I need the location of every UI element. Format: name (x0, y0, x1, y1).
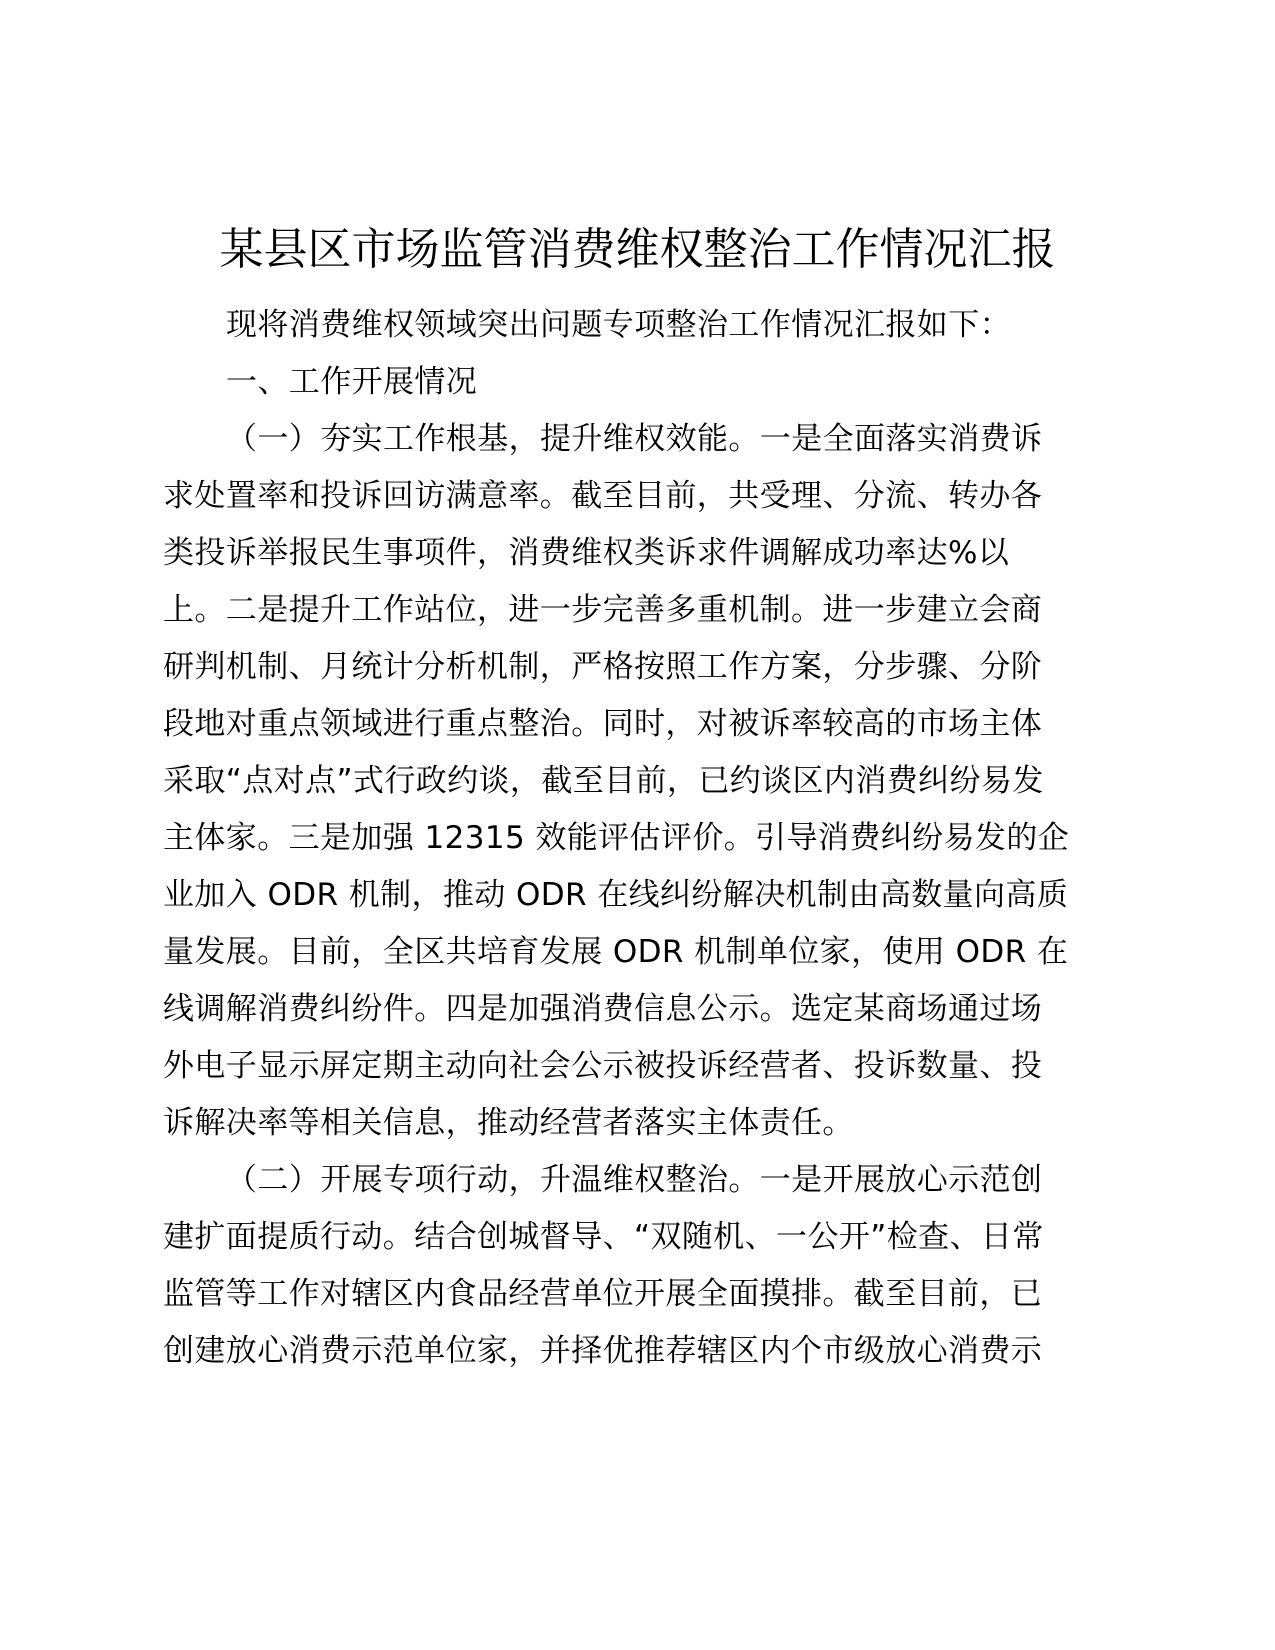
body-line: 采取“点对点”式行政约谈，截至目前，已约谈区内消费纠纷易发 (163, 763, 1044, 799)
body-line: 段地对重点领域进行重点整治。同时，对被诉率较高的市场主体 (163, 706, 1043, 742)
body-line: 诉解决率等相关信息，推动经营者落实主体责任。 (163, 1105, 854, 1141)
body-line-intro: 现将消费维权领域突出问题专项整治工作情况汇报如下： (226, 307, 1011, 343)
body-line: 量发展。目前，全区共培育发展 ODR 机制单位家，使用 ODR 在 (163, 934, 1069, 970)
body-line: 求处置率和投诉回访满意率。截至目前，共受理、分流、转办各 (163, 478, 1043, 514)
body-line: 业加入 ODR 机制，推动 ODR 在线纠纷解决机制由高数量向高质 (163, 877, 1069, 913)
body-line: 线调解消费纠纷件。四是加强消费信息公示。选定某商场通过场 (163, 991, 1043, 1027)
body-line: 主体家。三是加强 12315 效能评估评价。引导消费纠纷易发的企 (163, 820, 1070, 856)
section-heading-1: 一、工作开展情况 (226, 364, 478, 400)
body-line: 建扩面提质行动。结合创城督导、“双随机、一公开”检查、日常 (163, 1219, 1044, 1255)
body-line-para1-start: （一）夯实工作根基，提升维权效能。一是全面落实消费诉 (226, 421, 1043, 457)
body-line: 上。二是提升工作站位，进一步完善多重机制。进一步建立会商 (163, 592, 1043, 628)
body-line: 监管等工作对辖区内食品经营单位开展全面摸排。截至目前，已 (163, 1276, 1043, 1312)
body-line: 创建放心消费示范单位家，并择优推荐辖区内个市级放心消费示 (163, 1333, 1043, 1369)
body-line-para2-start: （二）开展专项行动，升温维权整治。一是开展放心示范创 (226, 1162, 1043, 1198)
body-line: 研判机制、月统计分析机制，严格按照工作方案，分步骤、分阶 (163, 649, 1043, 685)
body-line: 外电子显示屏定期主动向社会公示被投诉经营者、投诉数量、投 (163, 1048, 1043, 1084)
document-body (163, 297, 1123, 1380)
body-line: 类投诉举报民生事项件，消费维权类诉求件调解成功率达%以 (163, 535, 1010, 571)
document-title: 某县区市场监管消费维权整治工作情况汇报 (219, 224, 1056, 275)
